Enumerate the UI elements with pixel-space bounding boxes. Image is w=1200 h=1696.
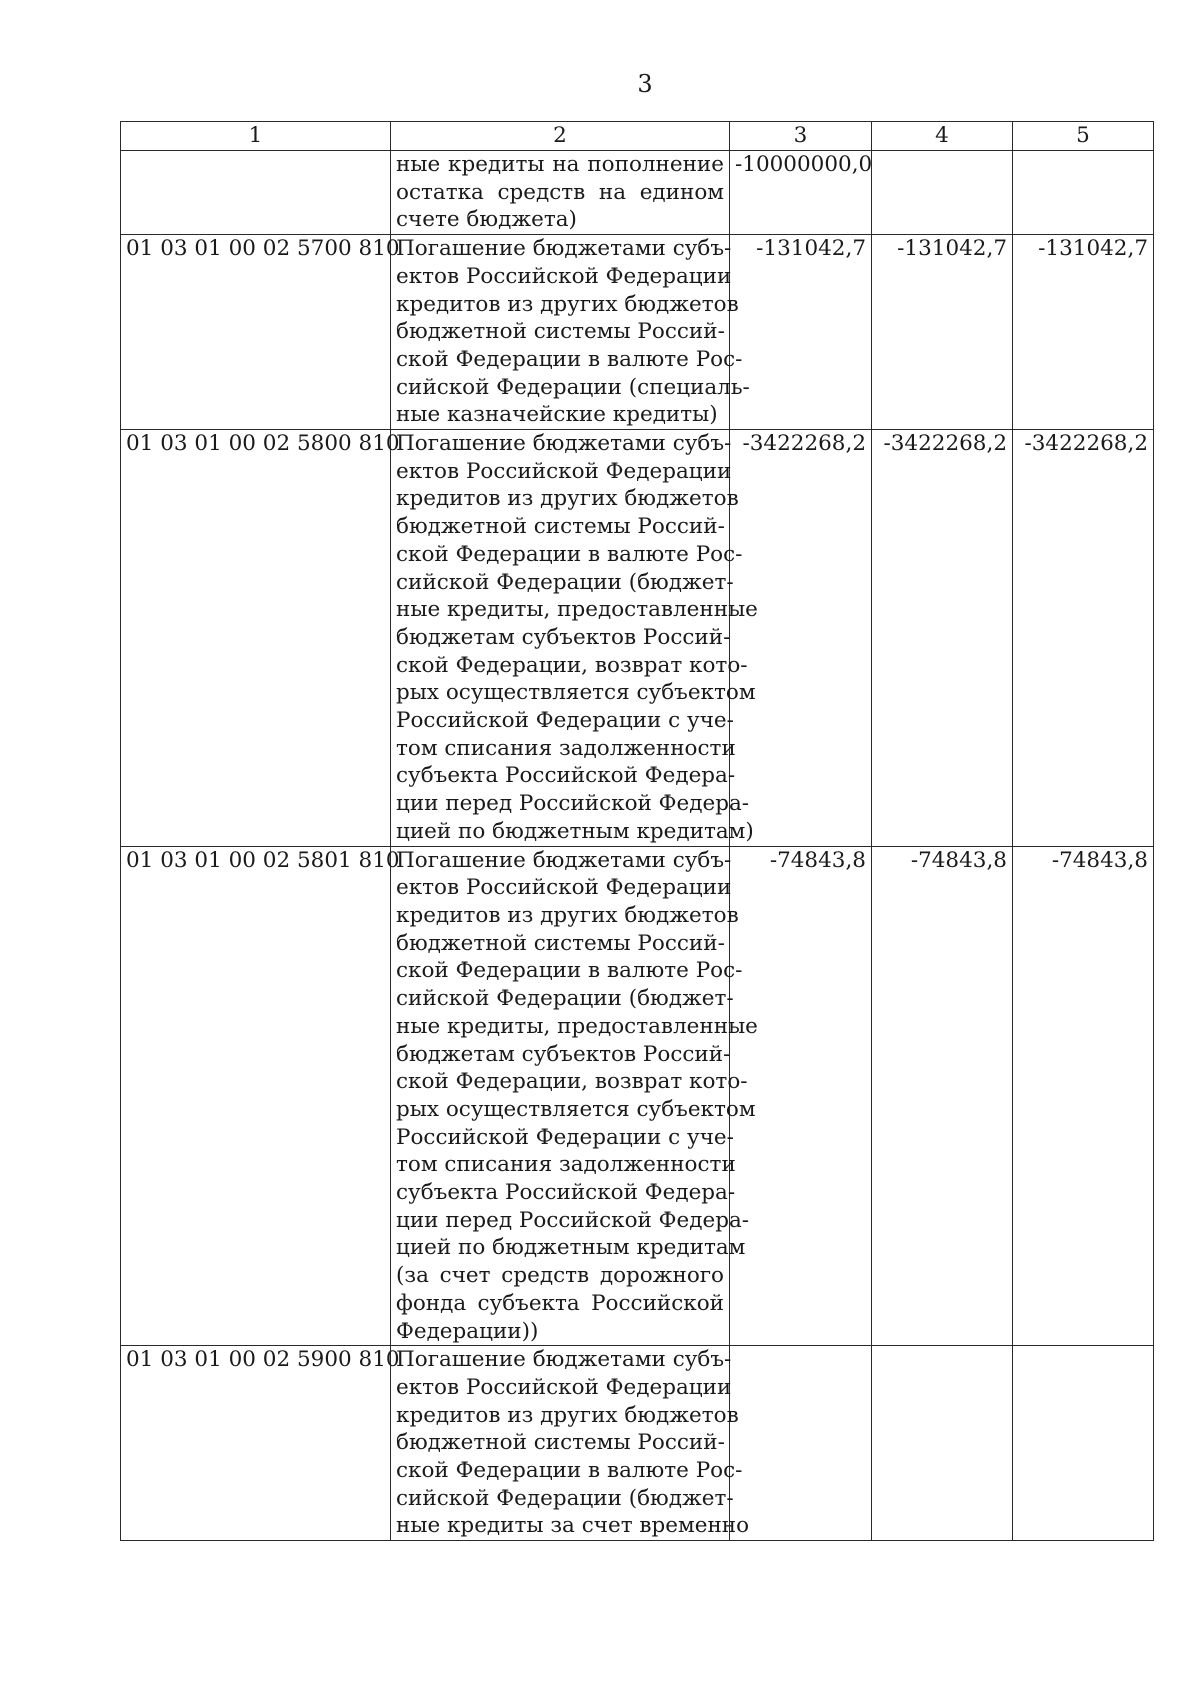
description-line: ные казначейские кредиты) <box>396 402 718 428</box>
description-line: ции перед Российской Федера- <box>396 791 750 817</box>
amount-cell-v3: -131042,7 <box>730 235 872 430</box>
column-header: 4 <box>872 122 1013 151</box>
description-line: кредитов из других бюджетов <box>396 291 739 317</box>
page-number: 3 <box>637 70 653 98</box>
column-header: 1 <box>121 122 391 151</box>
description-cell <box>391 235 750 430</box>
column-header: 2 <box>391 122 730 151</box>
description-line: ные кредиты на пополнение <box>396 152 724 177</box>
table-row <box>121 430 1154 847</box>
table-row <box>121 235 1154 430</box>
description-line: кредитов из других бюджетов <box>396 486 739 512</box>
column-header: 3 <box>730 122 872 151</box>
description-line: Погашение бюджетами субъ- <box>396 1347 732 1373</box>
amount-cell-v3: -10000000,0 <box>730 151 872 235</box>
description-line: (за счет средств дорожного <box>396 1263 724 1289</box>
description-cell <box>391 430 758 847</box>
description-line: бюджетам субъектов Россий- <box>396 1041 731 1067</box>
amount-cell-v3: -74843,8 <box>730 846 872 1346</box>
amount-cell-v3 <box>730 1346 872 1541</box>
amount-cell-v5 <box>1013 1346 1154 1541</box>
description-line: ской Федерации в валюте Рос- <box>396 1458 743 1484</box>
description-cell <box>391 846 758 1346</box>
description-line: сийской Федерации (специаль- <box>396 374 750 400</box>
budget-sources-table <box>120 121 1154 1541</box>
header-row <box>121 122 1154 151</box>
description-line: субъекта Российской Федера- <box>396 763 736 789</box>
description-line: счете бюджета) <box>396 207 577 233</box>
amount-cell-v3: -3422268,2 <box>730 430 872 847</box>
amount-cell-v4 <box>872 151 1013 235</box>
description-line: ской Федерации, возврат кото- <box>396 1069 748 1095</box>
description-line: ской Федерации в валюте Рос- <box>396 958 743 984</box>
description-line: Федерации)) <box>396 1318 539 1344</box>
amount-cell-v5 <box>1013 151 1154 235</box>
description-line: ные кредиты за счет временно <box>396 1513 750 1539</box>
description-line: Погашение бюджетами субъ- <box>396 847 732 873</box>
amount-cell-v5: -3422268,2 <box>1013 430 1154 847</box>
amount-cell-v4: -3422268,2 <box>872 430 1013 847</box>
description-line: остатка средств на едином <box>396 179 724 205</box>
description-line: цией по бюджетным кредитам <box>396 1235 746 1261</box>
table-row <box>121 151 1154 235</box>
description-line: Российской Федерации с уче- <box>396 708 734 734</box>
table-row <box>121 1346 1154 1541</box>
description-line: субъекта Российской Федера- <box>396 1180 736 1206</box>
description-line: ской Федерации в валюте Рос- <box>396 541 743 567</box>
column-header: 5 <box>1013 122 1154 151</box>
description-line: бюджетной системы Россий- <box>396 319 725 345</box>
budget-code-cell: 01 03 01 00 02 5700 810 <box>121 235 391 430</box>
amount-cell-v5: -131042,7 <box>1013 235 1154 430</box>
amount-cell-v4: -74843,8 <box>872 846 1013 1346</box>
description-line: сийской Федерации (бюджет- <box>396 986 734 1012</box>
description-line: Погашение бюджетами субъ- <box>396 431 732 457</box>
description-line: ской Федерации в валюте Рос- <box>396 346 743 372</box>
description-line: кредитов из других бюджетов <box>396 1402 739 1428</box>
description-line: сийской Федерации (бюджет- <box>396 569 734 595</box>
description-line: бюджетной системы Россий- <box>396 514 725 540</box>
description-line: рых осуществляется субъектом <box>396 680 756 706</box>
budget-code-cell: 01 03 01 00 02 5801 810 <box>121 846 391 1346</box>
description-line: цией по бюджетным кредитам) <box>396 818 754 844</box>
description-line: фонда субъекта Российской <box>396 1290 724 1316</box>
description-line: ектов Российской Федерации <box>396 458 732 484</box>
description-line: ектов Российской Федерации <box>396 263 732 289</box>
description-line: Российской Федерации с уче- <box>396 1124 734 1150</box>
description-line: ные кредиты, предоставленные <box>396 1013 758 1039</box>
description-line: ской Федерации, возврат кото- <box>396 652 748 678</box>
amount-cell-v4: -131042,7 <box>872 235 1013 430</box>
description-line: бюджетам субъектов Россий- <box>396 624 731 650</box>
description-line: бюджетной системы Россий- <box>396 930 725 956</box>
description-line: ектов Российской Федерации <box>396 1374 732 1400</box>
description-line: Погашение бюджетами субъ- <box>396 236 732 262</box>
description-line: ектов Российской Федерации <box>396 875 732 901</box>
description-cell <box>391 151 730 235</box>
table-row <box>121 846 1154 1346</box>
description-line: рых осуществляется субъектом <box>396 1096 756 1122</box>
budget-code-cell: 01 03 01 00 02 5800 810 <box>121 430 391 847</box>
budget-code-cell <box>121 151 391 235</box>
description-cell <box>391 1346 750 1541</box>
description-line: бюджетной системы Россий- <box>396 1430 725 1456</box>
amount-cell-v4 <box>872 1346 1013 1541</box>
description-line: ные кредиты, предоставленные <box>396 597 758 623</box>
description-line: сийской Федерации (бюджет- <box>396 1485 734 1511</box>
amount-cell-v5: -74843,8 <box>1013 846 1154 1346</box>
description-line: кредитов из других бюджетов <box>396 902 739 928</box>
budget-code-cell: 01 03 01 00 02 5900 810 <box>121 1346 391 1541</box>
description-line: ции перед Российской Федера- <box>396 1207 750 1233</box>
description-line: том списания задолженности <box>396 1152 736 1178</box>
description-line: том списания задолженности <box>396 735 736 761</box>
